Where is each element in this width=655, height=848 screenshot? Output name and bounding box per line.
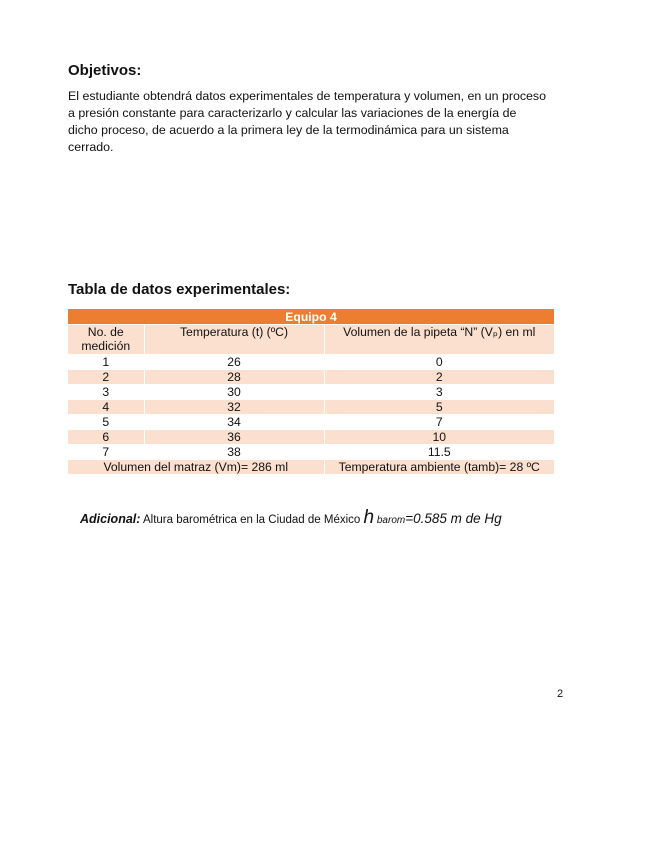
- cell-volumen: 5: [324, 400, 554, 415]
- objetivos-line: dicho proceso, de acuerdo a la primera ley de la termodinámica para un sistema: [68, 123, 509, 137]
- table-row: [68, 370, 554, 385]
- table-row: [68, 385, 554, 400]
- table-title-row: [68, 309, 554, 325]
- cell-medicion: 6: [68, 430, 144, 445]
- objetivos-line: El estudiante obtendrá datos experimentales de temperatura y volumen, en un proceso: [68, 89, 547, 103]
- adicional-symbol: h: [363, 507, 375, 528]
- cell-volumen: 3: [324, 385, 554, 400]
- adicional-label: Adicional:: [80, 512, 141, 526]
- adicional-subscript: barom: [374, 515, 406, 526]
- cell-medicion: 4: [68, 400, 144, 415]
- page-number: 2: [557, 688, 564, 700]
- table-row: [68, 430, 554, 445]
- table-header-row: [68, 325, 554, 355]
- objetivos-paragraph: [68, 88, 573, 156]
- adicional-value: =0.585 m de Hg: [405, 511, 502, 526]
- table-row: [68, 415, 554, 430]
- cell-medicion: 7: [68, 445, 144, 460]
- table-row: [68, 355, 554, 370]
- footer-temperatura-ambiente: Temperatura ambiente (tamb)= 28 ºC: [324, 460, 554, 475]
- objetivos-heading: Objetivos:: [68, 62, 142, 79]
- cell-temperatura: 28: [144, 370, 324, 385]
- objetivos-line: cerrado.: [68, 140, 114, 154]
- objetivos-line: a presión constante para caracterizarlo y calcular las variaciones de la energía de: [68, 106, 517, 120]
- adicional-line: [80, 507, 502, 529]
- col-header-volumen: Volumen de la pipeta “N” (Vₚ) en ml: [324, 325, 554, 355]
- adicional-text: Altura barométrica en la Ciudad de México: [140, 514, 364, 526]
- cell-medicion: 1: [68, 355, 144, 370]
- cell-medicion: 2: [68, 370, 144, 385]
- tabla-heading: Tabla de datos experimentales:: [68, 281, 291, 298]
- cell-volumen: 2: [324, 370, 554, 385]
- cell-temperatura: 26: [144, 355, 324, 370]
- table-row: [68, 400, 554, 415]
- col-header-medicion: No. de medición: [68, 325, 144, 355]
- footer-volumen-matraz: Volumen del matraz (Vm)= 286 ml: [68, 460, 324, 475]
- cell-medicion: 5: [68, 415, 144, 430]
- table-row: [68, 445, 554, 460]
- cell-volumen: 0: [324, 355, 554, 370]
- cell-temperatura: 36: [144, 430, 324, 445]
- cell-volumen: 10: [324, 430, 554, 445]
- cell-temperatura: 32: [144, 400, 324, 415]
- data-table: [68, 308, 554, 475]
- table-title: Equipo 4: [68, 309, 554, 325]
- table-footer-row: [68, 460, 554, 475]
- cell-temperatura: 38: [144, 445, 324, 460]
- cell-volumen: 7: [324, 415, 554, 430]
- cell-temperatura: 30: [144, 385, 324, 400]
- cell-volumen: 11.5: [324, 445, 554, 460]
- cell-temperatura: 34: [144, 415, 324, 430]
- col-header-temperatura: Temperatura (t) (ºC): [144, 325, 324, 355]
- cell-medicion: 3: [68, 385, 144, 400]
